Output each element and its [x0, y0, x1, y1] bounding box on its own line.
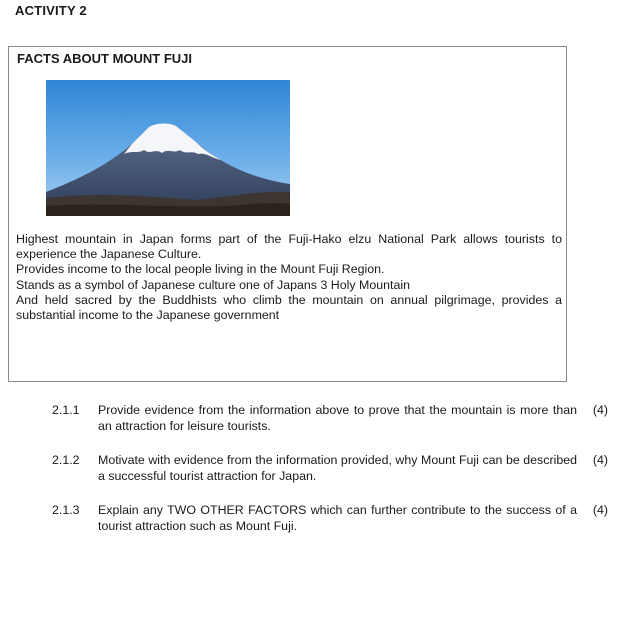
fact-paragraph: And held sacred by the Buddhists who climb the mountain on annual pilgrimage, provides a substantial income to the Japanese government	[16, 292, 562, 323]
question-number: 2.1.1	[52, 403, 80, 417]
question-marks: (4)	[592, 503, 608, 517]
activity-title: ACTIVITY 2	[15, 3, 87, 18]
question-number: 2.1.2	[52, 453, 80, 467]
question-number: 2.1.3	[52, 503, 80, 517]
question-marks: (4)	[592, 453, 608, 467]
mount-fuji-photo	[46, 80, 290, 216]
fact-paragraph: Highest mountain in Japan forms part of the Fuji-Hako elzu National Park allows tourists to experience the Japanese Culture.	[16, 232, 562, 262]
facts-box	[8, 46, 567, 382]
question-text: Explain any TWO OTHER FACTORS which can further contribute to the success of a tourist attraction such as Mount Fuji.	[98, 503, 577, 533]
question-text: Motivate with evidence from the information provided, why Mount Fuji can be described a successful tourist attraction for Japan.	[98, 453, 577, 483]
facts-text	[16, 232, 562, 323]
question-text: Provide evidence from the information above to prove that the mountain is more than an attraction for leisure tourists.	[98, 403, 577, 433]
question-marks: (4)	[592, 403, 608, 417]
fact-paragraph: Provides income to the local people living in the Mount Fuji Region.	[16, 262, 385, 277]
facts-box-title: FACTS ABOUT MOUNT FUJI	[17, 51, 193, 66]
fact-paragraph: Stands as a symbol of Japanese culture one of Japans 3 Holy Mountain	[16, 277, 410, 292]
